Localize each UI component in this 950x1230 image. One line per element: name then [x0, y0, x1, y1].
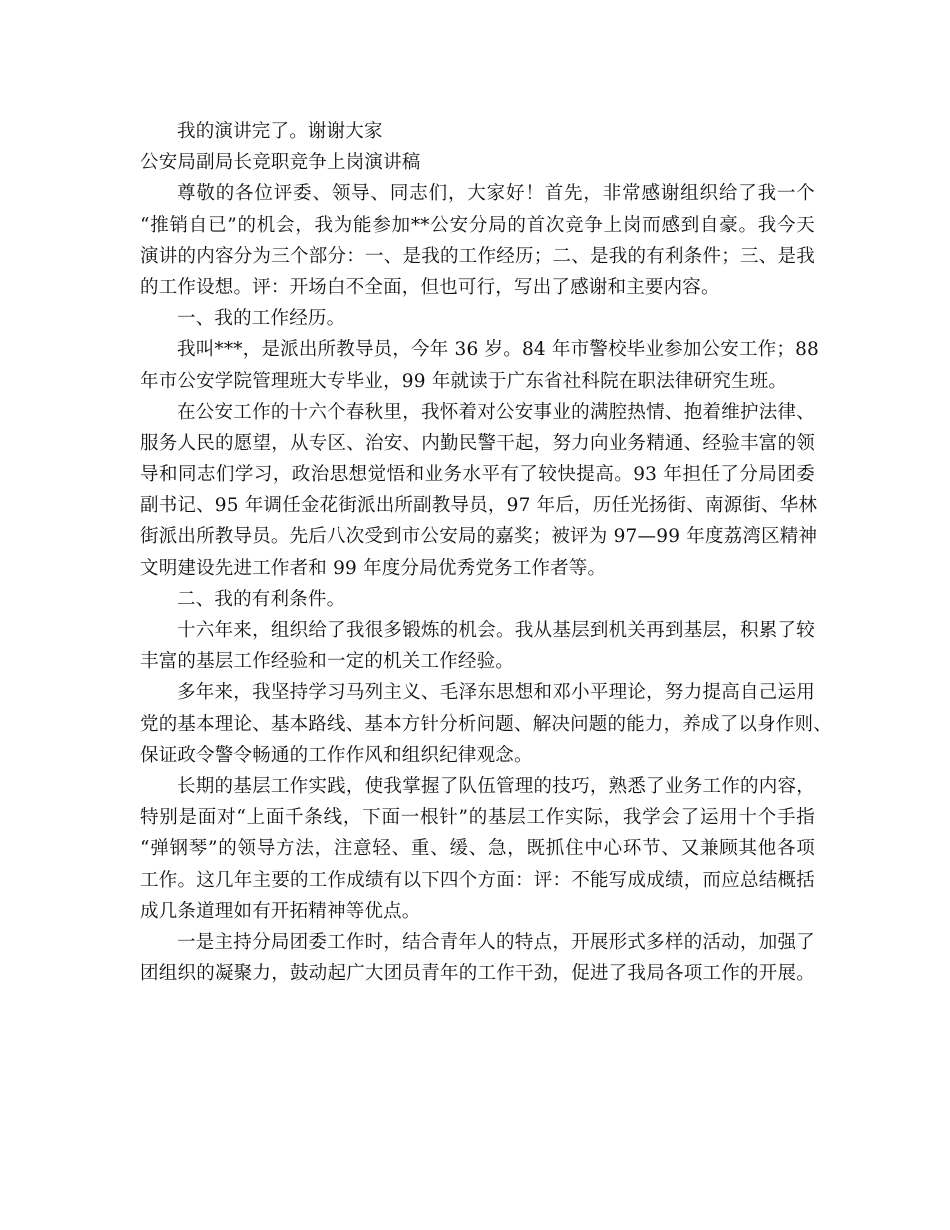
text-line: “推销自已”的机会，我为能参加**公安分局的首次竞争上岗而感到自豪。我今天	[140, 214, 815, 236]
text-line: 团组织的凝聚力，鼓动起广大团员青年的工作干劲，促进了我局各项工作的开展。	[140, 963, 815, 985]
text-line: 成几条道理如有开拓精神等优点。	[140, 900, 421, 922]
text-line: 导和同志们学习，政治思想觉悟和业务水平有了较快提高。93 年担任了分局团委	[140, 464, 815, 486]
text-line: “弹钢琴”的领导方法，注意轻、重、缓、急，既抓住中心环节、又兼顾其他各项	[140, 838, 815, 860]
text-line: 街派出所教导员。先后八次受到市公安局的嘉奖；被评为 97—99 年度荔湾区精神	[140, 526, 818, 548]
text-line: 演讲的内容分为三个部分：一、是我的工作经历；二、是我的有利条件；三、是我	[140, 245, 815, 267]
text-line: 一是主持分局团委工作时，结合青年人的特点，开展形式多样的活动，加强了	[177, 931, 815, 953]
text-line: 十六年来，组织给了我很多锻炼的机会。我从基层到机关再到基层，积累了较	[177, 620, 815, 641]
text-line: 长期的基层工作实践，使我掌握了队伍管理的技巧，熟悉了业务工作的内容，	[177, 775, 815, 797]
text-line: 一、我的工作经历。	[177, 308, 346, 330]
text-line: 副书记、95 年调任金花街派出所副教导员，97 年后，历任光扬街、南源街、华林	[140, 495, 818, 517]
text-line: 二、我的有利条件。	[177, 588, 346, 610]
text-line: 服务人民的愿望，从专区、治安、内勤民警干起，努力向业务精通、经验丰富的领	[140, 432, 815, 454]
text-line: 文明建设先进工作者和 99 年度分局优秀党务工作者等。	[140, 557, 607, 579]
text-line: 在公安工作的十六个春秋里，我怀着对公安事业的满腔热情、抱着维护法律、	[177, 401, 815, 423]
text-line: 尊敬的各位评委、领导、同志们，大家好！首先，非常感谢组织给了我一个	[177, 183, 815, 205]
text-line: 年市公安学院管理班大专毕业，99 年就读于广东省社科院在职法律研究生班。	[140, 370, 788, 392]
text-line: 党的基本理论、基本路线、基本方针分析问题、解决问题的能力，养成了以身作则、	[140, 713, 832, 735]
text-line: 丰富的基层工作经验和一定的机关工作经验。	[140, 651, 515, 673]
text-line: 多年来，我坚持学习马列主义、毛泽东思想和邓小平理论，努力提高自己运用	[177, 682, 815, 704]
text-line: 我的演讲完了。谢谢大家	[177, 121, 383, 142]
text-line: 公安局副局长竞职竞争上岗演讲稿	[140, 152, 421, 174]
text-line: 我叫***，是派出所教导员，今年 36 岁。84 年市警校毕业参加公安工作；88	[177, 339, 820, 361]
text-line: 保证政令警令畅通的工作作风和组织纪律观念。	[140, 744, 533, 766]
text-line: 工作。这几年主要的工作成绩有以下四个方面：评：不能写成成绩，而应总结概括	[140, 869, 815, 891]
document-body	[140, 116, 832, 989]
text-line: 特别是面对“上面千条线，下面一根针”的基层工作实际，我学会了运用十个手指	[140, 807, 815, 829]
text-line: 的工作设想。评：开场白不全面，但也可行，写出了感谢和主要内容。	[140, 276, 720, 298]
